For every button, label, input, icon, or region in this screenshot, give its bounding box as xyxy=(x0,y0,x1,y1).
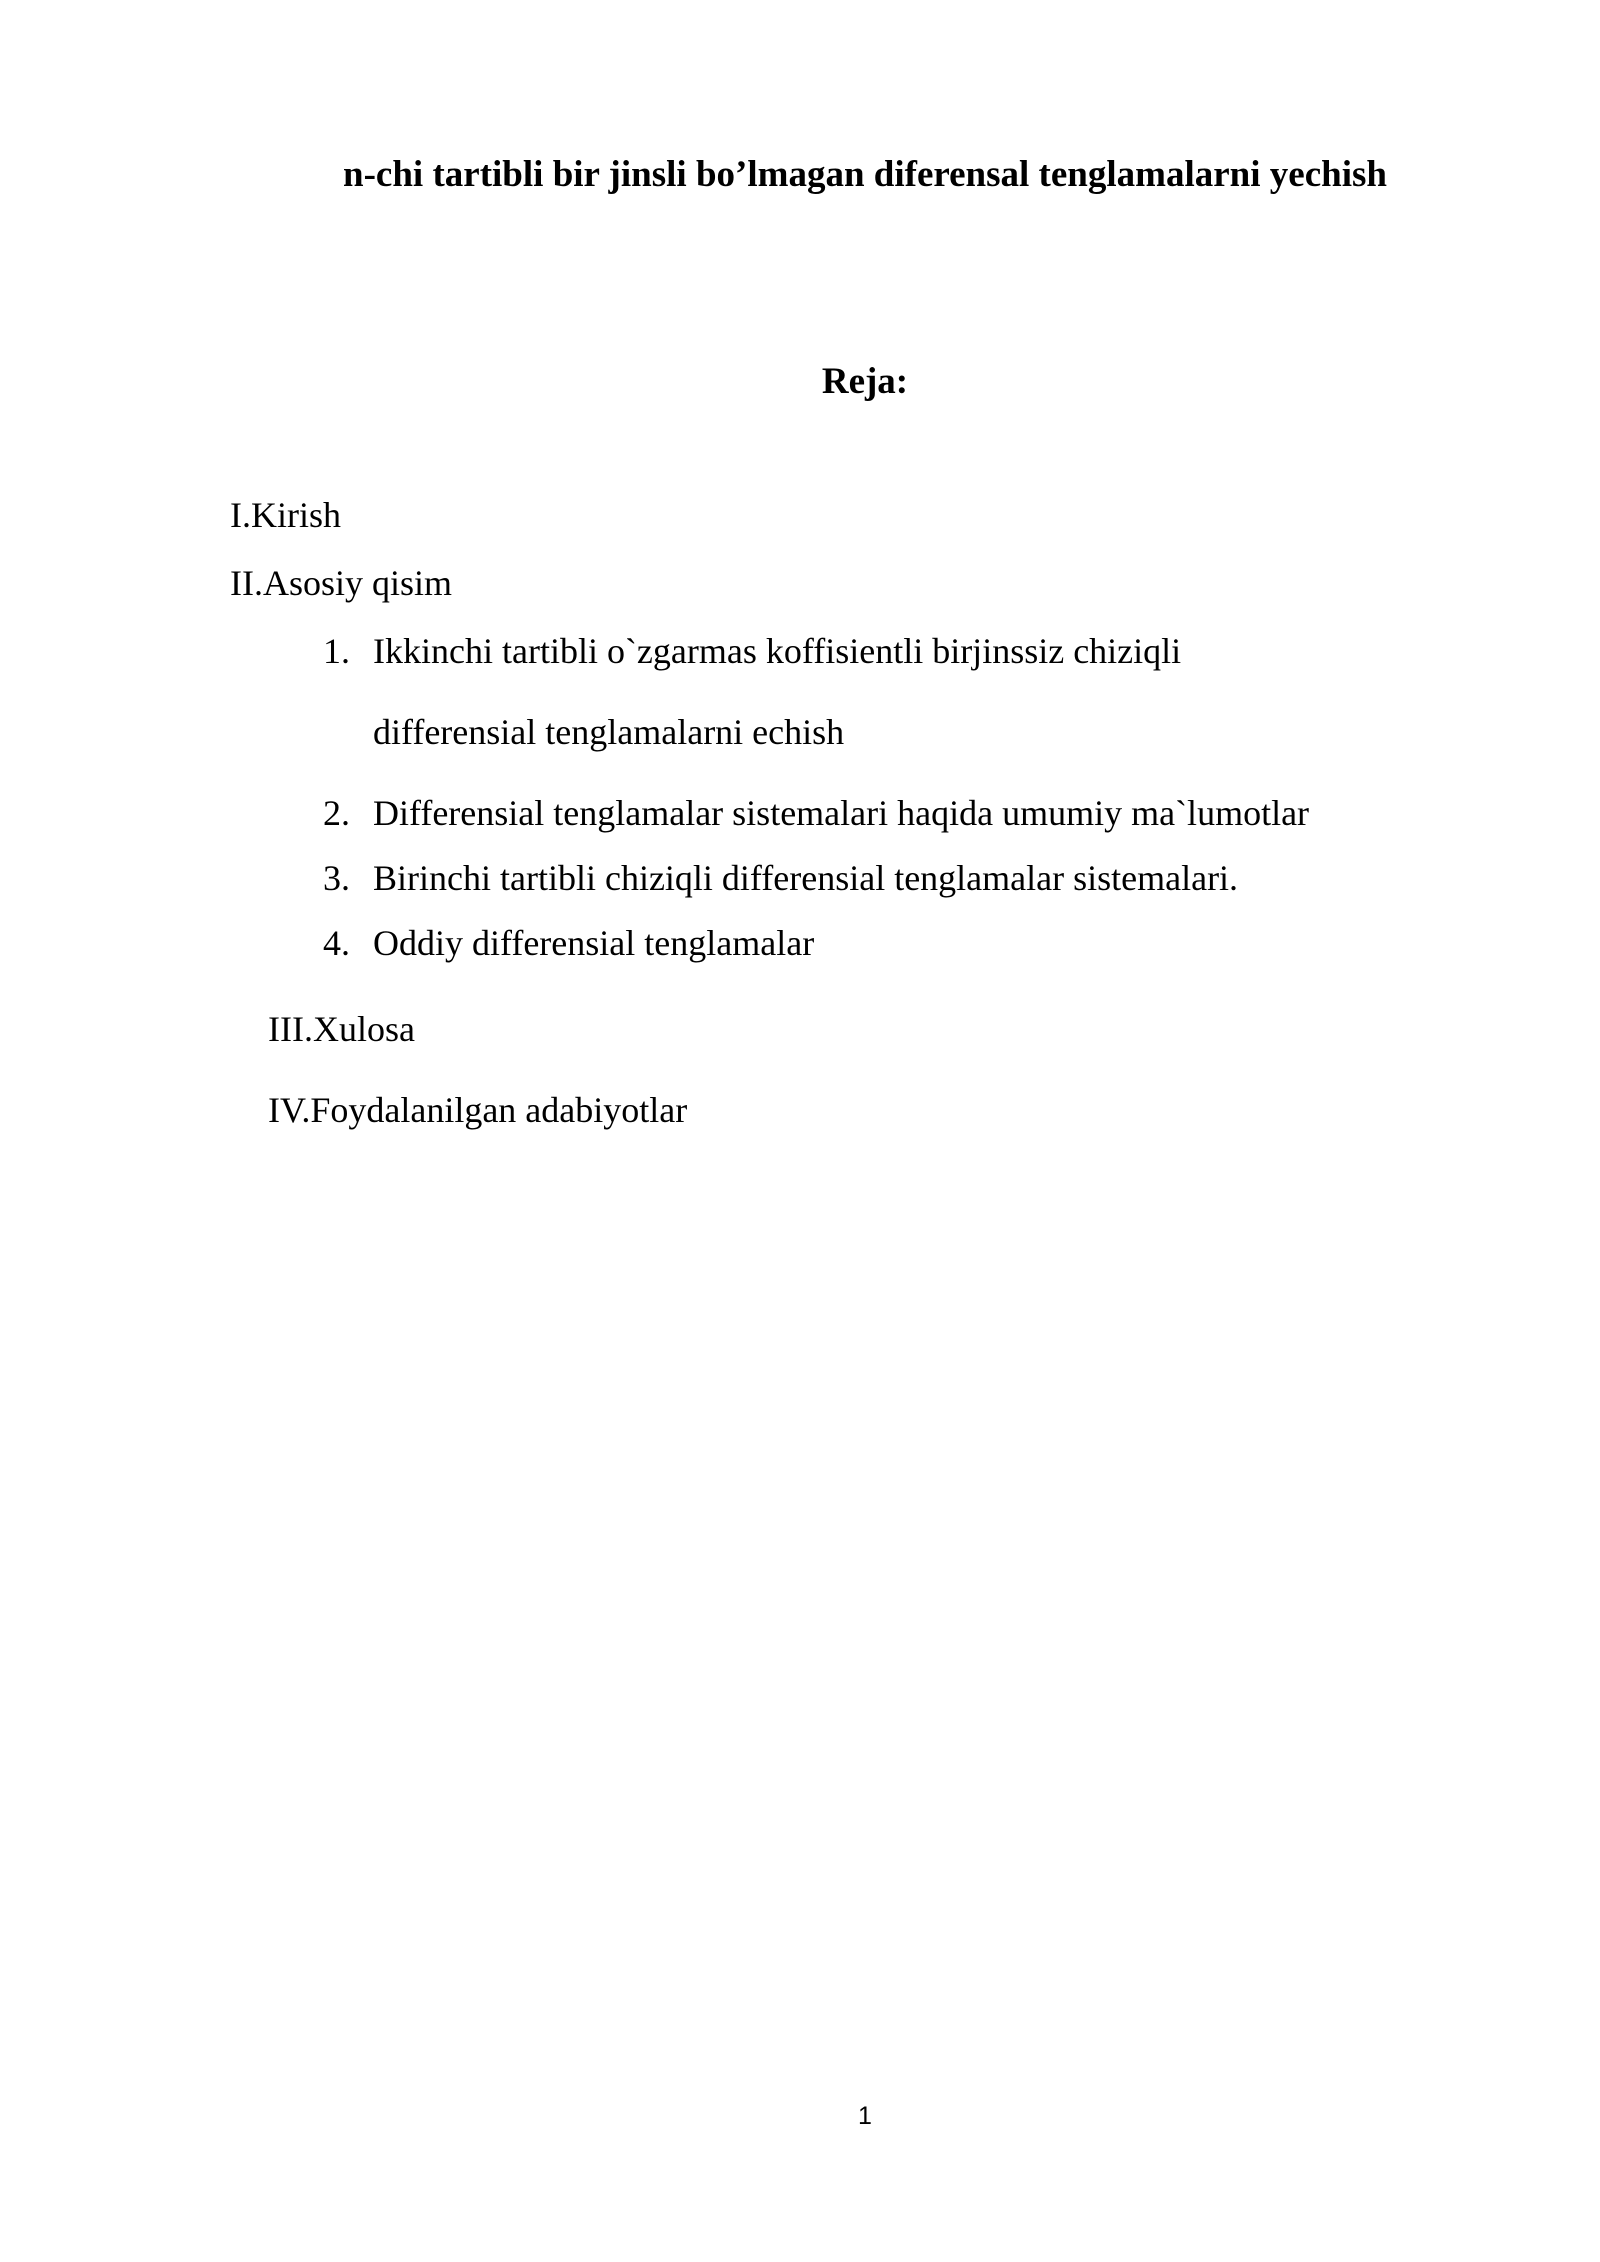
list-item-text: Birinchi tartibli chiziqli differensial tenglamalar sistemalari. xyxy=(373,858,1239,898)
list-item-number: 1. xyxy=(323,631,350,671)
document-title: n-chi tartibli bir jinsli bo’lmagan diferensal tenglamalarni yechish xyxy=(343,154,1387,195)
list-item-text-continued: differensial tenglamalarni echish xyxy=(373,712,845,752)
plan-heading: Reja: xyxy=(821,361,909,402)
list-item-number: 3. xyxy=(323,858,350,898)
list-item-text: Oddiy differensial tenglamalar xyxy=(373,923,815,963)
list-item-text: Differensial tenglamalar sistemalari haqida umumiy ma`lumotlar xyxy=(373,793,1310,833)
section-conclusion: III.Xulosa xyxy=(268,1009,415,1049)
list-item-text: Ikkinchi tartibli o`zgarmas koffisientli birjinssiz chiziqli xyxy=(373,631,1182,671)
list-item-number: 2. xyxy=(323,793,350,833)
section-references: IV.Foydalanilgan adabiyotlar xyxy=(268,1090,688,1130)
section-introduction: I.Kirish xyxy=(230,495,341,535)
section-main-part: II.Asosiy qisim xyxy=(230,563,453,603)
list-item-number: 4. xyxy=(323,923,350,963)
page-number: 1 xyxy=(858,2102,872,2130)
